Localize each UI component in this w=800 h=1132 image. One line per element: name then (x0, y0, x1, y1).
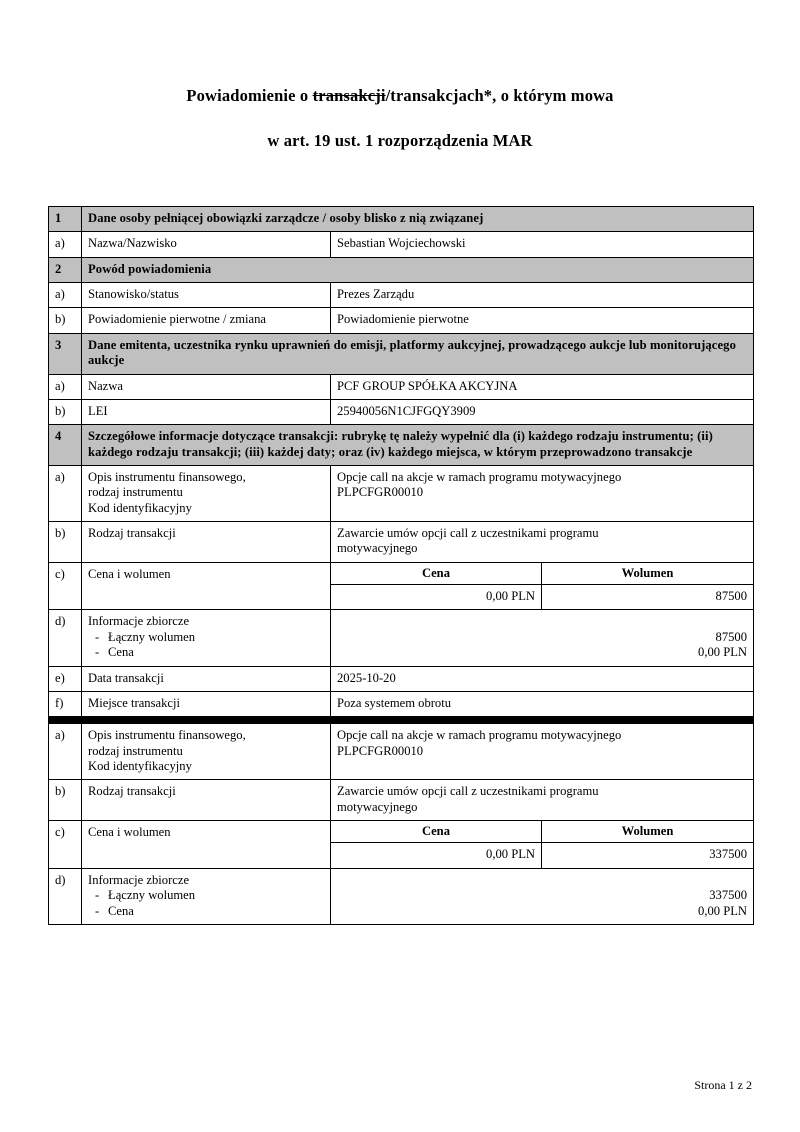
volume-value: 337500 (542, 843, 754, 868)
table-row (49, 724, 754, 780)
column-header-volume: Wolumen (542, 821, 754, 843)
table-row (49, 465, 754, 521)
aggregate-price-value: 0,00 PLN (698, 903, 748, 918)
aggregate-volume-value: 87500 (715, 629, 748, 644)
aggregate-title: Informacje zbiorcze (88, 872, 190, 887)
instrument-label-line-2: rodzaj instrumentu (88, 485, 183, 500)
section-header-4 (49, 425, 754, 466)
instrument-isin: PLPCFGR00010 (337, 743, 424, 758)
row-index: b) (49, 522, 82, 563)
aggregate-price-label: Cena (108, 645, 134, 660)
table-row (49, 399, 754, 424)
instrument-label-line-3: Kod identyfikacyjny (88, 500, 192, 515)
instrument-label-line-1: Opis instrumentu finansowego, (88, 728, 246, 743)
title-line-2: w art. 19 ust. 1 rozporządzenia MAR (267, 130, 533, 150)
aggregate-list (88, 888, 324, 919)
notification-table (48, 206, 754, 925)
table-row (49, 691, 754, 716)
row-label: Nazwa/Nazwisko (82, 232, 331, 257)
row-label: Powiadomienie pierwotne / zmiana (82, 308, 331, 333)
transaction-block-separator (49, 717, 754, 724)
dash-bullet: - (95, 629, 100, 644)
row-label: Cena i wolumen (82, 562, 331, 610)
row-label (82, 610, 331, 666)
table-row-aggregate (49, 610, 754, 666)
row-value (331, 522, 754, 563)
aggregate-volume-value: 337500 (709, 888, 748, 903)
title-line-1 (0, 86, 800, 107)
transaction-type-line-1: Zawarcie umów opcji call z uczestnikami programu (337, 784, 599, 799)
column-header-volume: Wolumen (542, 562, 754, 584)
list-item (88, 645, 324, 660)
price-value: 0,00 PLN (331, 843, 542, 868)
title-prefix: Powiadomienie o (186, 86, 313, 105)
aggregate-title: Informacje zbiorcze (88, 614, 190, 629)
row-label: Rodzaj transakcji (82, 780, 331, 821)
row-label: Stanowisko/status (82, 283, 331, 308)
row-value: PCF GROUP SPÓŁKA AKCYJNA (331, 374, 754, 399)
aggregate-list (88, 630, 324, 661)
document-title (0, 86, 800, 151)
row-label (82, 465, 331, 521)
aggregate-volume-label: Łączny wolumen (108, 629, 196, 644)
table-row (49, 283, 754, 308)
row-index: a) (49, 465, 82, 521)
column-header-price: Cena (331, 821, 542, 843)
row-index: d) (49, 868, 82, 924)
transaction-type-line-2: motywacyjnego (337, 799, 418, 814)
row-index: b) (49, 308, 82, 333)
row-value (331, 868, 754, 924)
row-index: d) (49, 610, 82, 666)
dash-bullet: - (95, 645, 100, 660)
section-title: Dane osoby pełniącej obowiązki zarządcze / osoby blisko z nią związanej (82, 207, 754, 232)
row-value: 2025-10-20 (331, 666, 754, 691)
row-index: b) (49, 399, 82, 424)
column-header-price: Cena (331, 562, 542, 584)
section-index: 2 (49, 257, 82, 282)
section-index: 3 (49, 333, 82, 374)
transaction-type-line-1: Zawarcie umów opcji call z uczestnikami programu (337, 526, 599, 541)
section-title: Szczegółowe informacje dotyczące transakcji: rubrykę tę należy wypełnić dla (i) każdego rodzaju instrumentu; (ii) każdego rodzaju transakcji; (iii) każdej daty; oraz (iv) każdego miejsca, w którym przeprowadzono transakcje (82, 425, 754, 466)
volume-value: 87500 (542, 585, 754, 610)
table-row (49, 374, 754, 399)
row-index: c) (49, 562, 82, 610)
row-value: Sebastian Wojciechowski (331, 232, 754, 257)
row-index: a) (49, 283, 82, 308)
instrument-label-line-1: Opis instrumentu finansowego, (88, 469, 246, 484)
separator-bar (49, 717, 754, 724)
table-row (49, 232, 754, 257)
row-label: Cena i wolumen (82, 821, 331, 869)
row-index: c) (49, 821, 82, 869)
table-row (49, 780, 754, 821)
instrument-isin: PLPCFGR00010 (337, 485, 424, 500)
dash-bullet: - (95, 903, 100, 918)
title-suffix: /transakcjach*, o którym mowa (385, 86, 614, 105)
row-value: 25940056N1CJFGQY3909 (331, 399, 754, 424)
table-row-price-header (49, 821, 754, 843)
row-value: Powiadomienie pierwotne (331, 308, 754, 333)
instrument-label-line-2: rodzaj instrumentu (88, 743, 183, 758)
list-item (88, 630, 324, 645)
table-row (49, 666, 754, 691)
row-label: Miejsce transakcji (82, 691, 331, 716)
section-index: 4 (49, 425, 82, 466)
instrument-label-line-3: Kod identyfikacyjny (88, 758, 192, 773)
row-value (331, 610, 754, 666)
row-label: Data transakcji (82, 666, 331, 691)
row-value: Poza systemem obrotu (331, 691, 754, 716)
row-index: b) (49, 780, 82, 821)
title-struck-word: transakcji (312, 86, 386, 105)
table-row-price-header (49, 562, 754, 584)
aggregate-price-value: 0,00 PLN (698, 645, 748, 660)
list-item (88, 888, 324, 903)
section-header-1 (49, 207, 754, 232)
list-item (88, 904, 324, 919)
aggregate-volume-label: Łączny wolumen (108, 888, 196, 903)
section-index: 1 (49, 207, 82, 232)
section-title: Dane emitenta, uczestnika rynku uprawnień do emisji, platformy aukcyjnej, prowadzącego aukcje lub monitorującego aukcje (82, 333, 754, 374)
row-value (331, 724, 754, 780)
row-index: f) (49, 691, 82, 716)
row-value (331, 465, 754, 521)
row-value (331, 780, 754, 821)
row-index: a) (49, 724, 82, 780)
table-row (49, 522, 754, 563)
instrument-description: Opcje call na akcje w ramach programu motywacyjnego (337, 469, 622, 484)
row-label: Nazwa (82, 374, 331, 399)
row-index: e) (49, 666, 82, 691)
row-value: Prezes Zarządu (331, 283, 754, 308)
dash-bullet: - (95, 888, 100, 903)
page-footer: Strona 1 z 2 (694, 1078, 752, 1092)
price-value: 0,00 PLN (331, 585, 542, 610)
instrument-description: Opcje call na akcje w ramach programu motywacyjnego (337, 728, 622, 743)
row-index: a) (49, 374, 82, 399)
section-header-3 (49, 333, 754, 374)
transaction-type-line-2: motywacyjnego (337, 541, 418, 556)
row-index: a) (49, 232, 82, 257)
table-row (49, 308, 754, 333)
section-header-2 (49, 257, 754, 282)
row-label (82, 868, 331, 924)
section-title: Powód powiadomienia (82, 257, 754, 282)
row-label: Rodzaj transakcji (82, 522, 331, 563)
row-label (82, 724, 331, 780)
aggregate-price-label: Cena (108, 903, 134, 918)
table-row-aggregate (49, 868, 754, 924)
row-label: LEI (82, 399, 331, 424)
